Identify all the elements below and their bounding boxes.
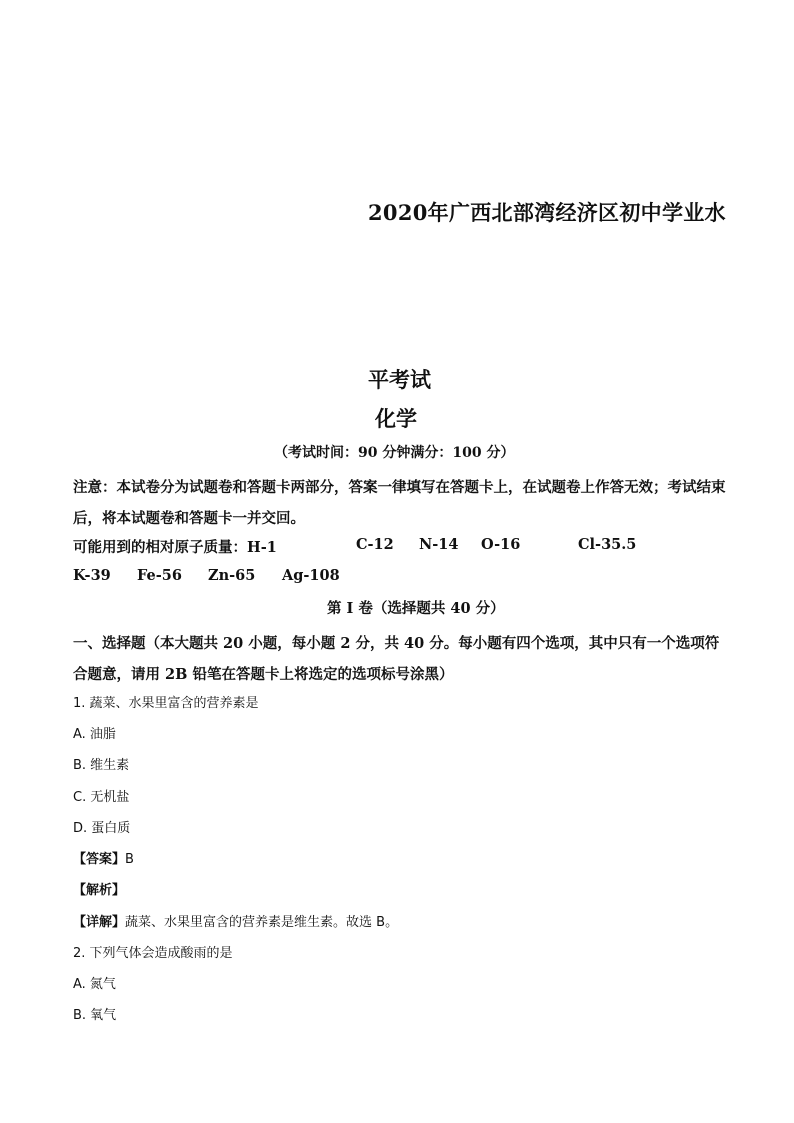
atomic-mass-ag: Ag-108	[282, 567, 340, 584]
question-1-option-a: A. 油脂	[73, 727, 116, 742]
question-1-analysis-label: 【解析】	[73, 883, 126, 898]
question-1-answer: 【答案】B	[73, 852, 134, 867]
atomic-mass-label: 可能用到的相对原子质量：H-1	[73, 539, 277, 556]
question-2-option-a: A. 氮气	[73, 977, 116, 992]
title-line-1: 2020年广西北部湾经济区初中学业水	[368, 200, 726, 225]
exam-time: （考试时间：90 分钟满分：100 分）	[274, 445, 515, 461]
section-title: 第 I 卷（选择题共 40 分）	[327, 600, 505, 617]
notice-text: 注意：本试卷分为试题卷和答题卡两部分，答案一律填写在答题卡上，在试题卷上作答无效；考试结束后，将本试题卷和答题卡一并交回。	[73, 479, 726, 527]
question-1-option-c: C. 无机盐	[73, 790, 130, 805]
atomic-mass-c: C-12	[356, 536, 394, 553]
atomic-mass-n: N-14	[419, 536, 459, 553]
subject-title: 化学	[375, 406, 417, 431]
atomic-mass-o: O-16	[481, 536, 521, 553]
atomic-mass-h: H-1	[247, 539, 277, 556]
question-2-stem: 2. 下列气体会造成酸雨的是	[73, 946, 233, 961]
question-1-option-d: D. 蛋白质	[73, 821, 131, 836]
question-2-option-b: B. 氧气	[73, 1008, 117, 1023]
question-1-option-b: B. 维生素	[73, 758, 130, 773]
atomic-mass-zn: Zn-65	[208, 567, 256, 584]
atomic-mass-k: K-39	[73, 567, 111, 584]
answer-value: B	[125, 852, 134, 867]
detail-text: 蔬菜、水果里富含的营养素是维生素。故选 B。	[125, 915, 399, 930]
question-1-detail: 【详解】蔬菜、水果里富含的营养素是维生素。故选 B。	[73, 915, 399, 930]
atomic-mass-fe: Fe-56	[137, 567, 182, 584]
atomic-mass-cl: Cl-35.5	[578, 536, 637, 553]
title-line-2: 平考试	[368, 367, 431, 392]
question-1-stem: 1. 蔬菜、水果里富含的营养素是	[73, 696, 259, 711]
part-one-instructions: 一、选择题（本大题共 20 小题，每小题 2 分，共 40 分。每小题有四个选项，其中只有一个选项符合题意，请用 2B 铅笔在答题卡上将选定的选项标号涂黑）	[73, 635, 720, 683]
